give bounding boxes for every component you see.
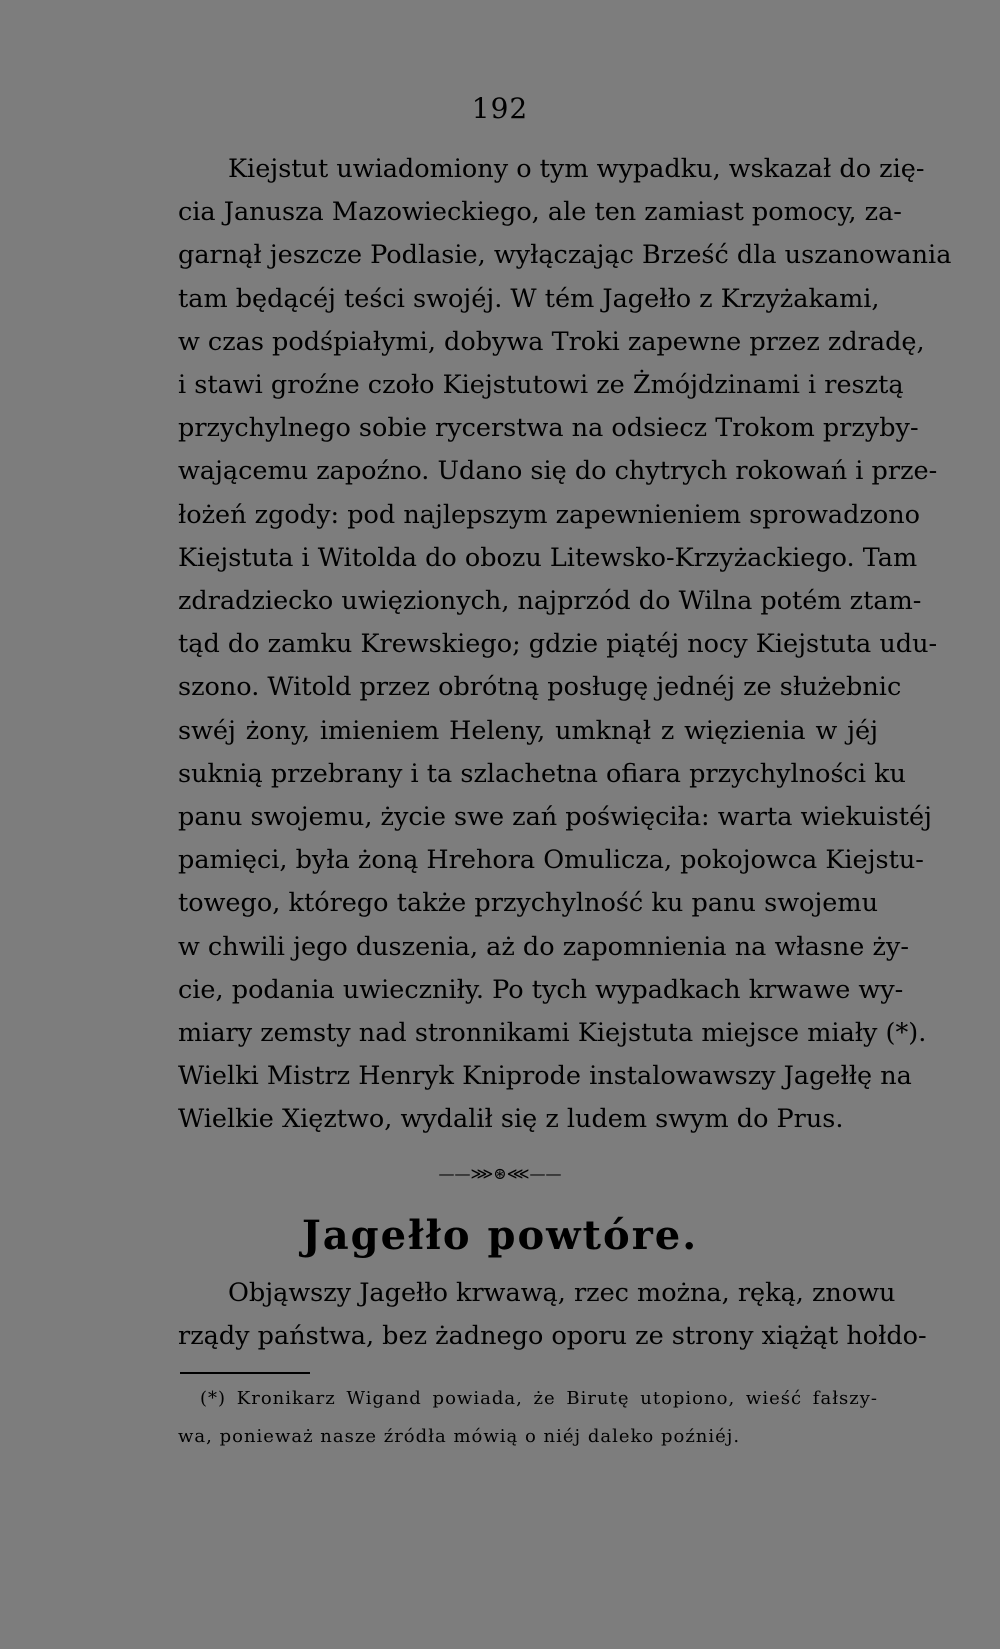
text-line: cia Janusza Mazowieckiego, ale ten zamiast pomocy, za- [178, 197, 902, 228]
text-line: tąd do zamku Krewskiego; gdzie piątéj nocy Kiejstuta udu- [178, 629, 938, 660]
text-line: i stawi groźne czoło Kiejstutowi ze Żmójdzinami i resztą [178, 370, 904, 401]
text-line: wającemu zapoźno. Udano się do chytrych rokowań i prze- [178, 456, 938, 487]
text-line: rządy państwa, bez żadnego oporu ze strony xiążąt hołdo- [178, 1321, 927, 1352]
text-line: tam będącéj teści swojéj. W tém Jagełło z Krzyżakami, [178, 283, 880, 314]
text-line: Wielkie Xięztwo, wydalił się z ludem swym do Prus. [178, 1104, 844, 1135]
text-line: suknią przebrany i ta szlachetna ofiara przychylności ku [178, 758, 906, 789]
text-line: łożeń zgody: pod najlepszym zapewnieniem sprowadzono [178, 499, 921, 530]
text-line: cie, podania uwieczniły. Po tych wypadkach krwawe wy- [178, 974, 904, 1005]
text-line: szono. Witold przez obrótną posługę jednéj ze służebnic [178, 672, 902, 703]
text-line: garnął jeszcze Podlasie, wyłączając Brześć dla uszanowania [178, 240, 952, 271]
text-line: miary zemsty nad stronnikami Kiejstuta miejsce miały (*). [178, 1018, 927, 1049]
text-line: Kiejstuta i Witolda do obozu Litewsko-Krzyżackiego. Tam [178, 542, 918, 573]
section-heading: Jagełło powtóre. [301, 1212, 699, 1259]
section-divider-ornament: ——⋙⊛⋘—— [438, 1164, 562, 1183]
page-number: 192 [471, 92, 529, 125]
section-paragraph [178, 1272, 927, 1358]
footnote-line: wa, ponieważ nasze źródła mówią o niéj daleko poźniéj. [178, 1426, 741, 1447]
body-paragraph [178, 148, 952, 1142]
footnote-line: (*) Kronikarz Wigand powiada, że Birutę utopiono, wieść fałszy- [200, 1388, 878, 1409]
text-line: w czas podśpiałymi, dobywa Troki zapewne przez zdradę, [178, 326, 925, 357]
text-line: Kiejstut uwiadomiony o tym wypadku, wskazał do zię- [228, 154, 925, 184]
text-line: zdradziecko uwięzionych, najprzód do Wilna potém ztam- [178, 586, 922, 617]
text-line: Objąwszy Jagełło krwawą, rzec można, ręką, znowu [228, 1278, 896, 1308]
footnote [178, 1380, 878, 1456]
text-line: pamięci, była żoną Hrehora Omulicza, pokojowca Kiejstu- [178, 845, 924, 876]
text-line: panu swojemu, życie swe zań poświęciła: warta wiekuistéj [178, 802, 932, 833]
text-line: Wielki Mistrz Henryk Kniprode instalowawszy Jagełłę na [178, 1061, 912, 1092]
text-line: w chwili jego duszenia, aż do zapomnienia na własne ży- [178, 931, 909, 962]
text-line: swéj żony, imieniem Heleny, umknął z więzienia w jéj [178, 715, 878, 746]
text-line: towego, którego także przychylność ku panu swojemu [178, 888, 878, 919]
text-line: przychylnego sobie rycerstwa na odsiecz Trokom przyby- [178, 413, 919, 444]
footnote-rule [180, 1372, 310, 1374]
